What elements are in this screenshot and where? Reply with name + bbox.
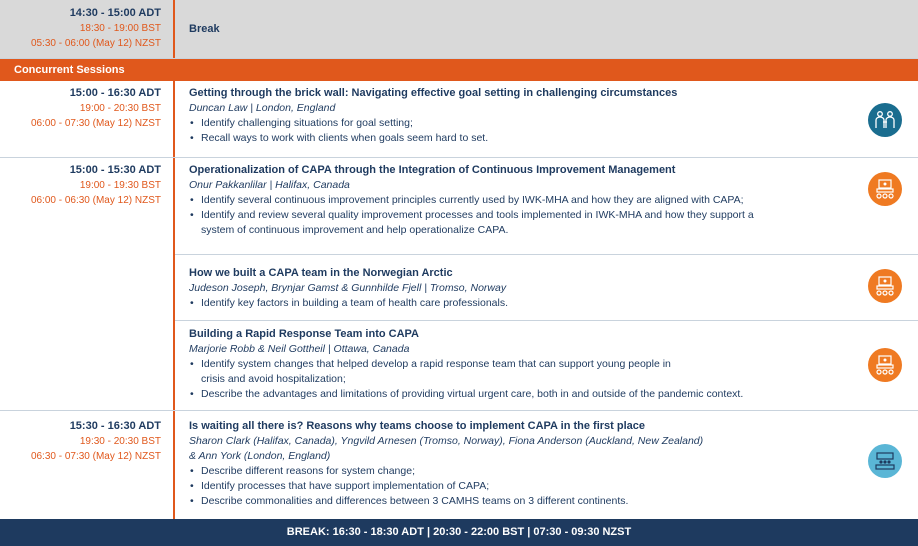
session-time — [0, 411, 175, 519]
presenter-icon — [868, 172, 902, 206]
time-nzst: 06:00 - 06:30 (May 12) NZST — [30, 195, 161, 206]
objective-item: system of continuous improvement and help operationalize CAPA. — [201, 224, 509, 236]
time-nzst: 06:30 - 07:30 (May 12) NZST — [30, 451, 161, 462]
session-time — [0, 158, 175, 410]
session-title: Operationalization of CAPA through the Integration of Continuous Improvement Management — [189, 164, 676, 176]
session-speaker: Onur Pakkanlilar | Halifax, Canada — [189, 179, 350, 191]
time-adt: 15:30 - 16:30 ADT — [69, 420, 161, 432]
objective-item: • Recall ways to work with clients when goals seem hard to set. — [189, 131, 858, 146]
time-nzst: 05:30 - 06:00 (May 12) NZST — [30, 38, 161, 49]
session-speaker: Duncan Law | London, England — [189, 102, 336, 114]
break-content — [175, 0, 918, 58]
time-adt: 15:00 - 15:30 ADT — [69, 164, 161, 176]
objective-item: • Identify challenging situations for goal setting; — [189, 116, 858, 131]
break-row — [0, 0, 918, 59]
session-objectives — [189, 357, 858, 402]
session-time — [0, 81, 175, 157]
session-content — [175, 261, 918, 321]
panel-icon — [868, 444, 902, 478]
objective-item: • Identify system changes that helped develop a rapid response team that can support young people in — [189, 357, 858, 372]
session-row — [0, 81, 918, 158]
time-bst: 19:30 - 20:30 BST — [79, 436, 161, 447]
time-nzst: 06:00 - 07:30 (May 12) NZST — [30, 118, 161, 129]
session-speaker: Judeson Joseph, Brynjar Gamst & Gunnhilde Fjell | Tromso, Norway — [189, 282, 507, 294]
session-speaker-continued: & Ann York (London, England) — [189, 450, 331, 462]
objective-item: • Identify and review several quality improvement processes and tools implemented in IWK-MHA and how they support a — [189, 208, 858, 223]
session-content — [175, 81, 918, 157]
session-objectives — [189, 296, 858, 311]
break-footer: BREAK: 16:30 - 18:30 ADT | 20:30 - 22:00 BST | 07:30 - 09:30 NZST — [0, 519, 918, 546]
concurrent-sessions-header: Concurrent Sessions — [0, 59, 918, 81]
objective-item: • Identify several continuous improvement principles currently used by IWK-MHA and how they are aligned with CAPA; — [189, 193, 858, 208]
session-content — [175, 322, 918, 411]
objective-item: • Identify processes that have support implementation of CAPA; — [189, 479, 858, 494]
time-bst: 19:00 - 19:30 BST — [79, 180, 161, 191]
break-time — [0, 0, 175, 58]
objective-item: • Identify key factors in building a team of health care professionals. — [189, 296, 858, 311]
session-objectives — [189, 193, 858, 238]
session-content — [175, 411, 918, 519]
time-bst: 18:30 - 19:00 BST — [79, 23, 161, 34]
session-speaker: Sharon Clark (Halifax, Canada), Yngvild Arnesen (Tromso, Norway), Fiona Anderson (Auckland, New Zealand) — [189, 435, 704, 447]
people-group-icon — [868, 103, 902, 137]
session-content — [175, 158, 918, 255]
time-adt: 14:30 - 15:00 ADT — [69, 7, 161, 19]
objective-item: • Describe different reasons for system change; — [189, 464, 858, 479]
session-objectives — [189, 464, 858, 509]
objective-item: crisis and avoid hospitalization; — [201, 373, 346, 385]
time-bst: 19:00 - 20:30 BST — [79, 103, 161, 114]
session-title: Building a Rapid Response Team into CAPA — [189, 328, 420, 340]
session-objectives — [189, 116, 858, 146]
presenter-icon — [868, 348, 902, 382]
session-speaker: Marjorie Robb & Neil Gottheil | Ottawa, Canada — [189, 343, 410, 355]
objective-item: • Describe the advantages and limitations of providing virtual urgent care, both in and outside of the pandemic context. — [189, 387, 858, 402]
session-title: Getting through the brick wall: Navigating effective goal setting in challenging circumstances — [189, 87, 678, 99]
session-title: Is waiting all there is? Reasons why teams choose to implement CAPA in the first place — [189, 420, 646, 432]
break-label: Break — [189, 23, 220, 35]
time-adt: 15:00 - 16:30 ADT — [69, 87, 161, 99]
session-title: How we built a CAPA team in the Norwegian Arctic — [189, 267, 453, 279]
presenter-icon — [868, 269, 902, 303]
objective-item: • Describe commonalities and differences between 3 CAMHS teams on 3 different continents. — [189, 494, 858, 509]
session-row — [0, 411, 918, 519]
